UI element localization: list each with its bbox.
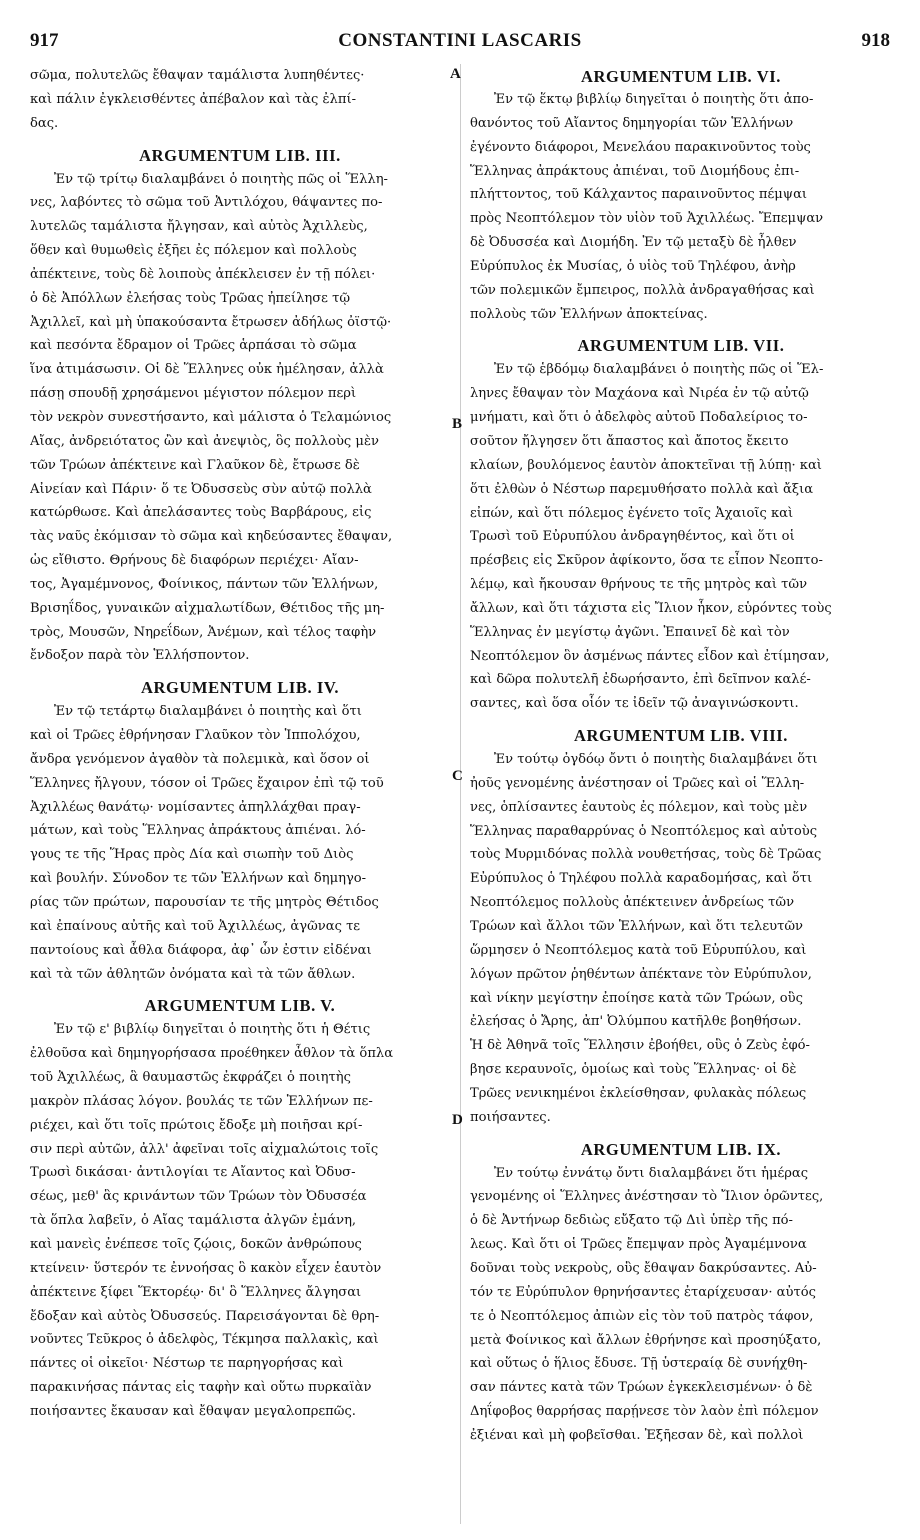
page-number-right: 918	[861, 30, 890, 51]
running-header	[30, 30, 890, 60]
paragraph-lib-7: Ἐν τῷ ἑβδόμῳ διαλαμβάνει ὁ ποιητὴς πῶς οἱ Ἕλ- ληνες ἔθαψαν τὸν Μαχάονα καὶ Νιρέα ἐν τῷ αὐτῷ μνήματι, καὶ ὅτι ὁ ἀδελφὸς αὐτοῦ Ποδαλείριος το- σοῦτον ἤλγησεν ὅτι ἄπαστος καὶ ἄποτος ἔκειτο κλαίων, βουλόμενος ἑαυτὸν ἀποκτεῖναι τῇ λύπῃ· καὶ ὅτι ἐλθὼν ὁ Νέστωρ παρεμυθήσατο πολλὰ καὶ ἄξια εἰπών, καὶ ὅτι πόλεμος ἐγένετο τοῖς Ἀχαιοῖς καὶ Τρωσὶ τοῦ Εὐρυπύλου ἀνδραγηθέντος, καὶ ὅτι οἱ πρέσβεις εἰς Σκῦρον ἀφίκοντο, ὅσα τε εἶπον Νεοπτο- λέμῳ, καὶ ἤκουσαν θρήνους τε τῆς μητρὸς καὶ τῶν ἄλλων, καὶ ὅτι τάχιστα εἰς Ἴλιον ἧκον, εὑρόντες τοὺς Ἕλληνας ἐν μεγίστῳ ἀγῶνι. Ἐπαινεῖ δὲ καὶ τὸν Νεοπτόλεμον ὃν ἀσμένως πάντες εἶδον καὶ ἐτίμησαν, καὶ δῶρα πολυτελῆ ἐδωρήσαντο, ἐπὶ δεῖπνον καλέ- σαντες, καὶ ὅσα οἷόν τε ἰδεῖν τῷ ἀναγινώσκοντι.	[470, 362, 832, 712]
left-column	[30, 64, 450, 1424]
heading-lib-5: ARGUMENTUM LIB. V.	[144, 996, 336, 1016]
right-column	[470, 64, 892, 1448]
paragraph-lib-3: Ἐν τῷ τρίτῳ διαλαμβάνει ὁ ποιητὴς πῶς οἱ Ἕλλη- νες, λαβόντες τὸ σῶμα τοῦ Ἀντιλόχου, θάψαντες πο- λυτελῶς ταμάλιστα ἤλγησαν, καὶ αὐτὸς Ἀχιλλεὺς, ὅθεν καὶ θυμωθεὶς ἐξῆει ἐς πόλεμον καὶ πολλοὺς ἀπέκτεινε, τοὺς δὲ λοιποὺς ἀπέκλεισεν ἐν τῇ πόλει· ὁ δὲ Ἀπόλλων ἐλεήσας τοὺς Τρῶας ἠπείλησε τῷ Ἀχιλλεῖ, καὶ μὴ ὑπακούσαντα ἔτρωσεν ἀδήλως ὀϊστῷ· καὶ πεσόντα ἔδραμον οἱ Τρῶες ἁρπάσαι τὸ σῶμα ἵνα ἀτιμάσωσιν. Οἱ δὲ Ἕλληνες οὐκ ἠμέλησαν, ἀλλὰ πάσῃ σπουδῇ χρησάμενοι μέγιστον πόλεμον περὶ τὸν νεκρὸν συνεστήσαντο, καὶ μάλιστα ὁ Τελαμώνιος Αἴας, ἀνδρειότατος ὢν καὶ ἀνεψιὸς, ὃς πολλοὺς μὲν τῶν Τρώων ἀπέκτεινε καὶ Γλαῦκον δὲ, ἔτρωσε δὲ Αἰνείαν καὶ Πάριν· ὅ τε Ὀδυσσεὺς σὺν αὐτῷ πολλὰ κατώρθωσε. Καὶ ἀπελάσαντες τοὺς Βαρβάρους, εἰς τὰς ναῦς ἐκόμισαν τὸ σῶμα καὶ κηδεύσαντες ἔθαψαν, ὡς εἴθιστο. Θρήνους δὲ διαφόρων περιέχει· Αἴαν- τος, Ἀγαμέμνονος, Φοίνικος, πάντων τῶν Ἑλλήνων, Βρισηΐδος, γυναικῶν αἰχμαλωτίδων, Θέτιδος τῆς μη- τρὸς, Μουσῶν, Νηρεΐδων, Ἀνέμων, καὶ τέλος ταφὴν ἔνδοξον παρὰ τὸν Ἑλλήσποντον.	[30, 171, 393, 664]
paragraph-lib-9: Ἐν τούτῳ ἐννάτῳ ὄντι διαλαμβάνει ὅτι ἡμέρας γενομένης οἱ Ἕλληνες ἀνέστησαν τὸ Ἴλιον ὁρῶντες, ὁ δὲ Ἀντήνωρ δεδιὼς εὔξατο τῷ Διὶ ὑπὲρ τῆς πό- λεως. Καὶ ὅτι οἱ Τρῶες ἔπεμψαν πρὸς Ἀγαμέμνονα δοῦναι τοὺς νεκροὺς, οὓς ἔθαψαν δακρύσαντες. Αὐ- τόν τε Εὐρύπυλον θρηνήσαντες ἐταρίχευσαν· αὐτός τε ὁ Νεοπτόλεμος ἀπιὼν εἰς τὸν τοῦ πατρὸς τάφον, μετὰ Φοίνικος καὶ ἄλλων ἐθρήνησε καὶ προσηύξατο, καὶ οὕτως ὁ ἥλιος ἔδυσε. Τῇ ὑστεραίᾳ δὲ συνήχθη- σαν πάντες κατὰ τῶν Τρώων ἐγκεκλεισμένων· ὁ δὲ Δηΐφοβος θαρρήσας παρῄνεσε τὸν λαὸν ἐπὶ πόλεμον ἐξιέναι καὶ μὴ φοβεῖσθαι. Ἐξῆεσαν δὲ, καὶ πολλοὶ	[470, 1165, 824, 1443]
heading-lib-9: ARGUMENTUM LIB. IX.	[580, 1139, 782, 1159]
intro-paragraph: σῶμα, πολυτελῶς ἔθαψαν ταμάλιστα λυπηθέντες· καὶ πάλιν ἐγκλεισθέντες ἀπέβαλον καὶ τὰς ἐλπί- δας.	[30, 68, 365, 131]
paragraph-lib-5: Ἐν τῷ ε' βιβλίῳ διηγεῖται ὁ ποιητὴς ὅτι ἡ Θέτις ἐλθοῦσα καὶ δημηγορήσασα προέθηκεν ἆθλον τὰ ὅπλα τοῦ Ἀχιλλέως, ἃ θαυμαστῶς ἐκφράζει ὁ ποιητὴς μακρὸν πλάσας λόγον. βουλάς τε τῶν Ἑλλήνων πε- ριέχει, καὶ ὅτι τοῖς πρώτοις ἔδοξε μὴ ποιῆσαι κρί- σιν περὶ αὐτῶν, ἀλλ' ἀφεῖναι τοῖς αἰχμαλώτοις τοῖς Τρωσὶ δικάσαι· ἀντιλογίαι τε Αἴαντος καὶ Ὀδυσ- σέως, μεθ' ἃς κρινάντων τῶν Τρώων τὸν Ὀδυσσέα τὰ ὅπλα λαβεῖν, ὁ Αἴας ταμάλιστα ἀλγῶν ἐμάνη, καὶ μανεὶς ἐνέπεσε τοῖς ζῴοις, δοκῶν ἀνθρώπους κτείνειν· ὕστερόν τε ἐννοήσας ὃ κακὸν εἶχεν ἑαυτὸν ἀπέκτεινε ξίφει Ἕκτορέῳ· δι' ὃ Ἕλληνες ἄλγησαι ἔδοξαν καὶ αὐτὸς Ὀδυσσεύς. Παρεισάγονται δὲ θρη- νοῦντες Τεῦκρος ὁ ἀδελφὸς, Τέκμησα παλλακὶς, καὶ πάντες οἱ οἰκεῖοι· Νέστωρ τε παρηγορήσας καὶ παρακινήσας πάντας εἰς ταφὴν καὶ οὕτω πυρκαϊὰν ποιήσαντες ἔκαυσαν καὶ ἔθαψαν μεγαλοπρεπῶς.	[30, 1022, 394, 1419]
heading-lib-4: ARGUMENTUM LIB. IV.	[140, 678, 340, 698]
margin-letter-d: D	[452, 1112, 463, 1128]
margin-letter-a: A	[450, 66, 461, 82]
margin-letter-c: C	[452, 768, 463, 784]
paragraph-lib-6: Ἐν τῷ ἕκτῳ βιβλίῳ διηγεῖται ὁ ποιητὴς ὅτι ἀπο- θανόντος τοῦ Αἴαντος δημηγορίαι τῶν Ἑλλήνων ἐγένοντο διάφοροι, Μενελάου παρακινοῦντος τοὺς Ἕλληνας ἀπράκτους ἀπιέναι, τοῦ Διομήδους ἐπι- πλήττοντος, τοῦ Κάλχαντος παραινοῦντος πέμψαι πρὸς Νεοπτόλεμον τὸν υἱὸν τοῦ Ἀχιλλέως. Ἔπεμψαν δὲ Ὀδυσσέα καὶ Διομήδη. Ἐν τῷ μεταξὺ δὲ ἦλθεν Εὐρύπυλος ἐκ Μυσίας, ὁ υἱὸς τοῦ Τηλέφου, ἀνὴρ τῶν πολεμικῶν ἔμπειρος, πολλὰ ἀνδραγαθήσας καὶ πολλοὺς τῶν Ἑλλήνων ἀποκτείνας.	[470, 92, 824, 322]
running-title: CONSTANTINI LASCARIS	[338, 30, 582, 51]
paragraph-lib-4: Ἐν τῷ τετάρτῳ διαλαμβάνει ὁ ποιητὴς καὶ ὅτι καὶ οἱ Τρῶες ἐθρήνησαν Γλαῦκον τὸν Ἱππολόχου, ἄνδρα γενόμενον ἀγαθὸν τὰ πολεμικὰ, καὶ ὅσον οἱ Ἕλληνες ἤλγουν, τόσον οἱ Τρῶες ἔχαιρον ἐπὶ τῷ τοῦ Ἀχιλλέως θανάτῳ· νομίσαντες ἀπηλλάχθαι πραγ- μάτων, καὶ τοὺς Ἕλληνας ἀπράκτους ἀπιέναι. λό- γους τε τῆς Ἥρας πρὸς Δία καὶ σιωπὴν τοῦ Διὸς καὶ βουλήν. Σύνοδον τε τῶν Ἑλλήνων καὶ δημηγο- ρίας τῶν πρώτων, παρουσίαν τε τῆς μητρὸς Θέτιδος καὶ ἐπαίνους αὐτῆς καὶ τοῦ Ἀχιλλέως, ἀγῶνας τε παντοίους καὶ ἆθλα διάφορα, ἀφ᾽ ὧν ἐστιν εἰδέναι καὶ τὰ τῶν ἀθλητῶν ὀνόματα καὶ τὰ τῶν ἄθλων.	[30, 704, 384, 982]
margin-letter-b: B	[452, 416, 463, 432]
paragraph-lib-8: Ἐν τούτῳ ὀγδόῳ ὄντι ὁ ποιητὴς διαλαμβάνει ὅτι ἠοῦς γενομένης ἀνέστησαν οἱ Τρῶες καὶ οἱ Ἕλλη- νες, ὁπλίσαντες ἑαυτοὺς ἐς πόλεμον, καὶ τοὺς μὲν Ἕλληνας παραθαρρύνας ὁ Νεοπτόλεμος καὶ αὐτοὺς τοὺς Μυρμιδόνας πολλὰ νουθετήσας, τοὺς δὲ Τρῶας Εὐρύπυλος ὁ Τηλέφου πολλὰ καραδομήσας, καὶ ὅτι Νεοπτόλεμος πολλοὺς ἀπέκτεινεν ἀνδρείως τῶν Τρώων καὶ ἄλλοι τῶν Ἑλλήνων, καὶ ὅτι τελευτῶν ὥρμησεν ὁ Νεοπτόλεμος κατὰ τοῦ Εὐρυπύλου, καὶ λόγων πρῶτον ῥηθέντων ἀπέκτανε τὸν Εὐρύπυλον, καὶ νίκην μεγίστην ἐποίησε κατὰ τῶν Τρώων, οὓς ἐλεήσας ὁ Ἄρης, ἀπ' Ὀλύμπου κατῆλθε βοηθήσων. Ἡ δὲ Ἀθηνᾶ τοῖς Ἕλλησιν ἐβοήθει, οὓς ὁ Ζεὺς ἐφό- βησε κεραυνοῖς, ὁμοίως καὶ τοὺς Ἕλληνας· οἱ δὲ Τρῶες νενικημένοι ἐκλείσθησαν, φυλακὰς πόλεως ποιήσαντες.	[470, 752, 822, 1125]
column-divider	[460, 64, 461, 1524]
heading-lib-3: ARGUMENTUM LIB. III.	[139, 145, 341, 165]
heading-lib-6: ARGUMENTUM LIB. VI.	[581, 67, 781, 86]
page-number-left: 917	[30, 30, 59, 51]
heading-lib-8: ARGUMENTUM LIB. VIII.	[574, 726, 788, 746]
heading-lib-7: ARGUMENTUM LIB. VII.	[577, 336, 785, 356]
